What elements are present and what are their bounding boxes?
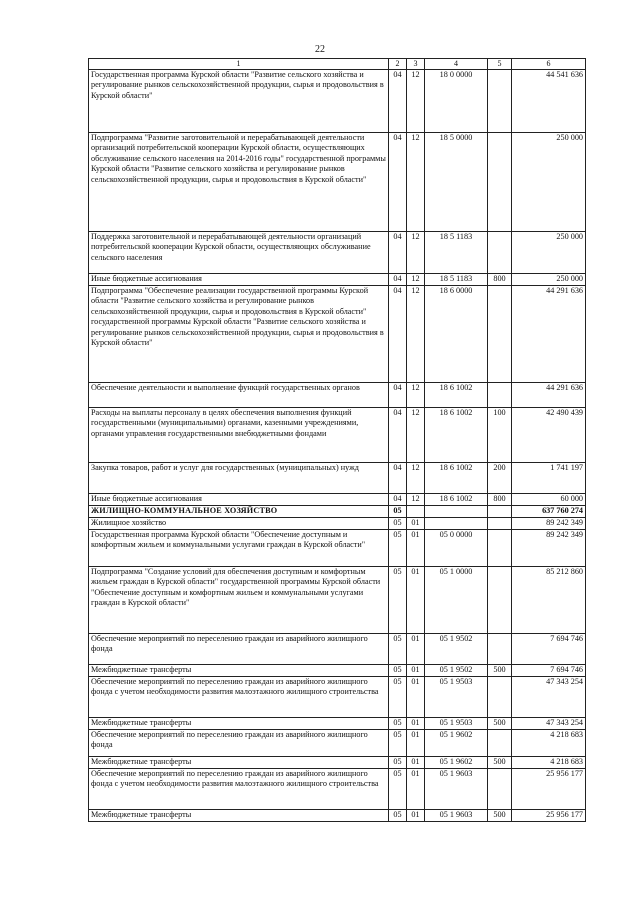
row-amount: 250 000 [512, 274, 586, 286]
column-header: 3 [407, 59, 425, 70]
row-description: Обеспечение деятельности и выполнение функций государственных органов [89, 383, 389, 408]
table-row [89, 769, 586, 810]
row-amount: 47 343 254 [512, 718, 586, 730]
row-amount: 4 218 683 [512, 757, 586, 769]
row-amount: 25 956 177 [512, 810, 586, 822]
row-subsection-code: 12 [407, 232, 425, 274]
row-section-code: 05 [389, 567, 407, 634]
row-amount: 250 000 [512, 232, 586, 274]
row-expense-type-code [488, 769, 512, 810]
row-expense-type-code [488, 232, 512, 274]
row-target-code: 18 6 0000 [425, 286, 488, 383]
row-target-code: 18 6 1002 [425, 408, 488, 463]
table-row [89, 665, 586, 677]
row-subsection-code: 01 [407, 757, 425, 769]
table-row [89, 730, 586, 757]
row-section-code: 05 [389, 634, 407, 665]
column-header: 4 [425, 59, 488, 70]
row-target-code: 18 5 0000 [425, 133, 488, 232]
row-description: Межбюджетные трансферты [89, 718, 389, 730]
row-subsection-code: 12 [407, 70, 425, 133]
table-row [89, 133, 586, 232]
row-expense-type-code: 500 [488, 810, 512, 822]
row-section-code: 05 [389, 769, 407, 810]
table-row [89, 530, 586, 567]
row-description: Обеспечение мероприятий по переселению граждан из аварийного жилищного фонда [89, 730, 389, 757]
row-subsection-code: 12 [407, 383, 425, 408]
row-section-code: 04 [389, 408, 407, 463]
row-section-code: 05 [389, 810, 407, 822]
table-row [89, 286, 586, 383]
row-subsection-code: 01 [407, 530, 425, 567]
row-amount: 44 541 636 [512, 70, 586, 133]
row-target-code: 18 5 1183 [425, 232, 488, 274]
row-amount: 47 343 254 [512, 677, 586, 718]
row-subsection-code: 01 [407, 665, 425, 677]
row-description: Иные бюджетные ассигнования [89, 494, 389, 506]
row-description: ЖИЛИЩНО-КОММУНАЛЬНОЕ ХОЗЯЙСТВО [89, 506, 389, 518]
row-section-code: 04 [389, 274, 407, 286]
row-expense-type-code: 500 [488, 757, 512, 769]
column-header: 5 [488, 59, 512, 70]
row-description: Обеспечение мероприятий по переселению граждан из аварийного жилищного фонда [89, 634, 389, 665]
row-section-code: 04 [389, 286, 407, 383]
row-section-code: 04 [389, 383, 407, 408]
table-row [89, 634, 586, 665]
row-amount: 60 000 [512, 494, 586, 506]
row-target-code [425, 518, 488, 530]
row-description: Жилищное хозяйство [89, 518, 389, 530]
row-description: Межбюджетные трансферты [89, 757, 389, 769]
row-target-code: 05 1 9602 [425, 730, 488, 757]
row-expense-type-code [488, 70, 512, 133]
row-target-code: 18 5 1183 [425, 274, 488, 286]
row-subsection-code: 01 [407, 567, 425, 634]
row-section-code: 05 [389, 718, 407, 730]
row-target-code: 18 6 1002 [425, 494, 488, 506]
row-expense-type-code: 500 [488, 665, 512, 677]
row-amount: 4 218 683 [512, 730, 586, 757]
row-amount: 25 956 177 [512, 769, 586, 810]
row-section-code: 04 [389, 133, 407, 232]
row-description: Государственная программа Курской области "Развитие сельского хозяйства и регулирование рынков сельскохозяйственной продукции, сырья и продовольствия в Курской области" [89, 70, 389, 133]
row-target-code: 05 1 0000 [425, 567, 488, 634]
row-amount: 7 694 746 [512, 665, 586, 677]
table-row [89, 677, 586, 718]
row-description: Поддержка заготовительной и перерабатывающей деятельности организаций потребительской кооперации Курской области, осуществляющих обслуживание сельского населения [89, 232, 389, 274]
row-amount: 1 741 197 [512, 463, 586, 494]
table-row [89, 567, 586, 634]
row-target-code: 18 0 0000 [425, 70, 488, 133]
row-subsection-code [407, 506, 425, 518]
row-section-code: 04 [389, 463, 407, 494]
row-expense-type-code [488, 506, 512, 518]
column-header: 6 [512, 59, 586, 70]
row-section-code: 05 [389, 518, 407, 530]
row-section-code: 05 [389, 677, 407, 718]
row-target-code: 05 1 9603 [425, 769, 488, 810]
column-header: 1 [89, 59, 389, 70]
row-description: Обеспечение мероприятий по переселению граждан из аварийного жилищного фонда с учетом необходимости развития малоэтажного жилищного строительства [89, 677, 389, 718]
row-expense-type-code: 500 [488, 718, 512, 730]
row-section-code: 04 [389, 232, 407, 274]
row-expense-type-code [488, 567, 512, 634]
row-expense-type-code: 800 [488, 494, 512, 506]
row-amount: 89 242 349 [512, 530, 586, 567]
row-description: Подпрограмма "Развитие заготовительной и перерабатывающей деятельности организаций потребительской кооперации Курской области, осуществляющих обслуживание сельского населения на 2014-2016 годы" государственной программы Курской области "Развитие сельского хозяйства и регулирование рынков сельскохозяйственной продукции, сырья и продовольствия в Курской области" [89, 133, 389, 232]
row-amount: 7 694 746 [512, 634, 586, 665]
row-amount: 637 760 274 [512, 506, 586, 518]
table-row [89, 232, 586, 274]
row-subsection-code: 12 [407, 274, 425, 286]
row-description: Расходы на выплаты персоналу в целях обеспечения выполнения функций государственными (муниципальными) органами, казенными учреждениями, органами управления государственными внебюджетными фондами [89, 408, 389, 463]
row-section-code: 05 [389, 506, 407, 518]
row-target-code: 18 6 1002 [425, 463, 488, 494]
row-target-code: 05 0 0000 [425, 530, 488, 567]
row-amount: 85 212 860 [512, 567, 586, 634]
row-description: Подпрограмма "Создание условий для обеспечения доступным и комфортным жильем граждан в Курской области" государственной программы Курской области "Обеспечение доступным и комфортным жильем и коммунальными услугами граждан в Курской области" [89, 567, 389, 634]
row-expense-type-code [488, 677, 512, 718]
row-expense-type-code [488, 530, 512, 567]
row-target-code: 05 1 9602 [425, 757, 488, 769]
row-description: Межбюджетные трансферты [89, 665, 389, 677]
row-target-code: 05 1 9603 [425, 810, 488, 822]
table-row [89, 506, 586, 518]
table-row [89, 494, 586, 506]
row-target-code: 05 1 9502 [425, 665, 488, 677]
row-amount: 89 242 349 [512, 518, 586, 530]
row-section-code: 05 [389, 757, 407, 769]
budget-table [88, 58, 586, 822]
table-row [89, 718, 586, 730]
table-body [89, 70, 586, 822]
column-header: 2 [389, 59, 407, 70]
row-subsection-code: 12 [407, 463, 425, 494]
row-target-code: 05 1 9503 [425, 677, 488, 718]
row-subsection-code: 12 [407, 286, 425, 383]
row-subsection-code: 01 [407, 677, 425, 718]
row-section-code: 05 [389, 730, 407, 757]
row-target-code: 05 1 9502 [425, 634, 488, 665]
row-expense-type-code [488, 730, 512, 757]
row-expense-type-code: 800 [488, 274, 512, 286]
table-row [89, 383, 586, 408]
row-section-code: 05 [389, 665, 407, 677]
row-amount: 42 490 439 [512, 408, 586, 463]
table-row [89, 810, 586, 822]
row-description: Межбюджетные трансферты [89, 810, 389, 822]
row-expense-type-code: 100 [488, 408, 512, 463]
table-row [89, 757, 586, 769]
row-amount: 44 291 636 [512, 383, 586, 408]
row-subsection-code: 01 [407, 634, 425, 665]
row-subsection-code: 12 [407, 408, 425, 463]
row-expense-type-code [488, 383, 512, 408]
row-description: Иные бюджетные ассигнования [89, 274, 389, 286]
row-expense-type-code [488, 286, 512, 383]
row-target-code: 18 6 1002 [425, 383, 488, 408]
row-subsection-code: 12 [407, 133, 425, 232]
table-row [89, 408, 586, 463]
row-description: Государственная программа Курской области "Обеспечение доступным и комфортным жильем и коммунальными услугами граждан в Курской области" [89, 530, 389, 567]
row-description: Подпрограмма "Обеспечение реализации государственной программы Курской области "Развитие сельского хозяйства и регулирование рынков сельскохозяйственной продукции, сырья и продовольствия в Курской области" государственной программы Курской области "Развитие сельского хозяйства и регулирование рынков сельскохозяйственной продукции, сырья и продовольствия в Курской области" [89, 286, 389, 383]
row-section-code: 05 [389, 530, 407, 567]
table-row [89, 70, 586, 133]
row-subsection-code: 01 [407, 718, 425, 730]
row-subsection-code: 01 [407, 730, 425, 757]
table-header-row [89, 59, 586, 70]
table-row [89, 518, 586, 530]
row-subsection-code: 12 [407, 494, 425, 506]
row-subsection-code: 01 [407, 769, 425, 810]
row-subsection-code: 01 [407, 518, 425, 530]
row-expense-type-code: 200 [488, 463, 512, 494]
row-target-code [425, 506, 488, 518]
row-section-code: 04 [389, 494, 407, 506]
row-subsection-code: 01 [407, 810, 425, 822]
table-row [89, 274, 586, 286]
row-amount: 250 000 [512, 133, 586, 232]
row-amount: 44 291 636 [512, 286, 586, 383]
row-description: Закупка товаров, работ и услуг для государственных (муниципальных) нужд [89, 463, 389, 494]
row-expense-type-code [488, 133, 512, 232]
row-target-code: 05 1 9503 [425, 718, 488, 730]
row-expense-type-code [488, 634, 512, 665]
table-row [89, 463, 586, 494]
row-expense-type-code [488, 518, 512, 530]
row-section-code: 04 [389, 70, 407, 133]
page-number: 22 [315, 44, 325, 55]
row-description: Обеспечение мероприятий по переселению граждан из аварийного жилищного фонда с учетом необходимости развития малоэтажного жилищного строительства [89, 769, 389, 810]
